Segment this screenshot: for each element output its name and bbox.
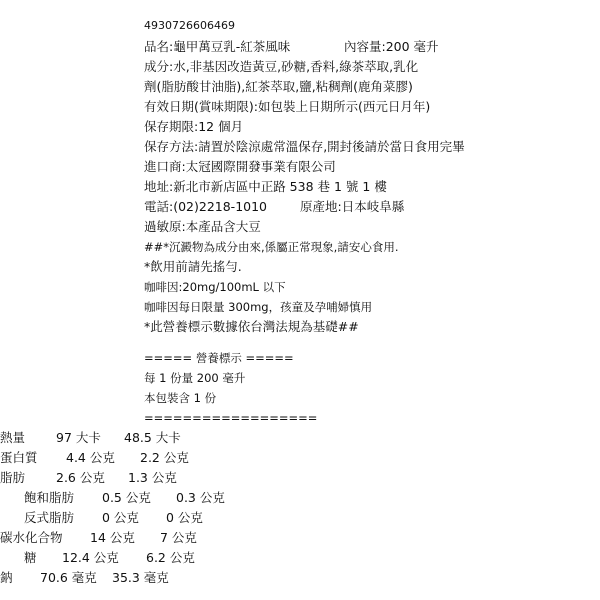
nutrient-label: 熱量 [0,430,26,445]
ingredients-line-1: 成分:水,非基因改造黃豆,砂糖,香料,綠茶萃取,乳化 [144,59,419,74]
table-row [0,508,600,528]
nutrient-label: 飽和脂肪 [24,490,75,505]
allergen-info: 過敏原:本產品含大豆 [144,219,261,234]
nutrient-label: 糖 [24,550,37,565]
per-serving-value: 70.6 毫克 [40,570,97,585]
net-volume: 內容量:200 毫升 [344,39,439,54]
per-serving-value: 97 大卡 [56,430,101,445]
barcode-number: 4930726606469 [144,19,235,32]
nutrition-header: ===== 營養標示 ===== [144,351,294,365]
per-serving-value: 4.4 公克 [66,450,115,465]
table-row [0,548,600,568]
per-serving-value: 0 公克 [102,510,139,525]
per-serving-value: 2.6 公克 [56,470,105,485]
caffeine-daily-limit: 咖啡因每日限量 300mg，孩童及孕哺婦慎用 [144,300,373,314]
sediment-note: ##*沉澱物為成分由來,係屬正常現象,請安心食用. [144,240,399,254]
importer: 進口商:太冠國際開發事業有限公司 [144,159,336,174]
per-100ml-value: 48.5 大卡 [124,430,181,445]
table-row [0,528,600,548]
expiry-date: 有效日期(賞味期限):如包裝上日期所示(西元日月年) [144,99,431,114]
per-serving-value: 12.4 公克 [62,550,119,565]
table-row [0,428,600,448]
address: 地址:新北市新店區中正路 538 巷 1 號 1 樓 [144,179,387,194]
storage-method: 保存方法:請置於陰涼處常溫保存,開封後請於當日食用完畢 [144,139,465,154]
per-100ml-value: 0.3 公克 [176,490,225,505]
per-100ml-value: 1.3 公克 [128,470,177,485]
table-row [0,488,600,508]
per-serving-value: 14 公克 [90,530,135,545]
product-name: 品名:龜甲萬豆乳-紅茶風味 [144,39,291,54]
table-row [0,468,600,488]
per-100ml-value: 6.2 公克 [146,550,195,565]
per-100ml-value: 7 公克 [160,530,197,545]
per-100ml-value: 2.2 公克 [140,450,189,465]
per-100ml-value: 35.3 毫克 [112,570,169,585]
phone-number: 電話:(02)2218-1010 [144,199,268,214]
shelf-life: 保存期限:12 個月 [144,119,244,134]
nutrient-label: 鈉 [0,570,13,585]
nutrition-separator: ================== [144,411,318,425]
nutrient-label: 蛋白質 [0,450,38,465]
shake-note: *飲用前請先搖勻. [144,259,242,274]
nutrient-label: 脂肪 [0,470,26,485]
caffeine-content: 咖啡因:20mg/100mL 以下 [144,280,286,294]
nutrient-label: 碳水化合物 [0,530,63,545]
table-row [0,448,600,468]
ingredients-line-2: 劑(脂肪酸甘油脂),紅茶萃取,鹽,粘稠劑(鹿角菜膠) [144,79,413,94]
serving-size: 每 1 份量 200 毫升 [144,371,246,385]
per-serving-value: 0.5 公克 [102,490,151,505]
per-100ml-value: 0 公克 [166,510,203,525]
servings-per-package: 本包裝含 1 份 [144,391,217,405]
taiwan-regulation-note: *此營養標示數據依台灣法規為基礎## [144,319,359,334]
nutrient-label: 反式脂肪 [24,510,75,525]
table-row [0,568,600,588]
country-of-origin: 原產地:日本岐阜縣 [300,199,405,214]
